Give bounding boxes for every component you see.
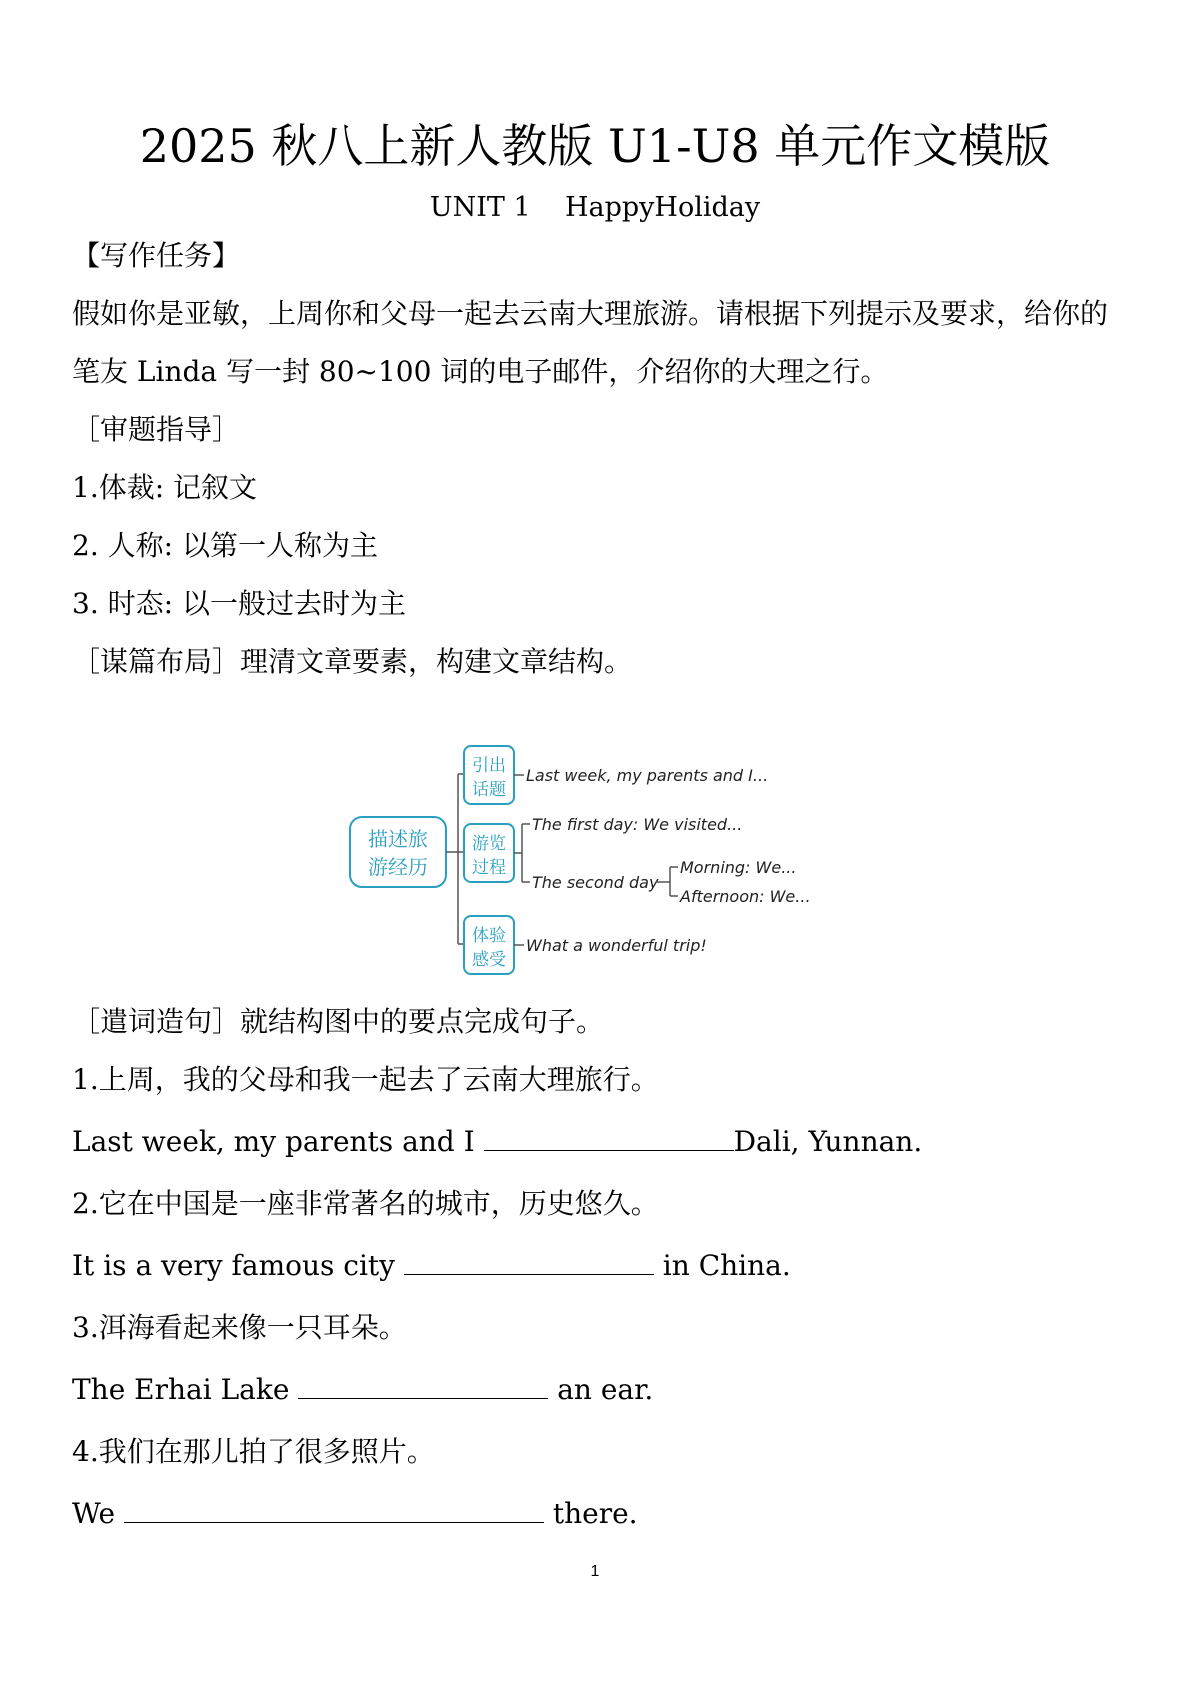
- branch-feeling-label-1: 体验: [472, 926, 506, 946]
- branch-feeling-text: What a wonderful trip!: [526, 936, 707, 955]
- root-label-line-1: 描述旅: [368, 827, 428, 851]
- task-line-2: 笔友 Linda 写一封 80~100 词的电子邮件，介绍你的大理之行。: [72, 355, 889, 388]
- sentence-3-blank[interactable]: [298, 1370, 548, 1399]
- branch-process-label-1: 游览: [472, 834, 506, 854]
- sentence-1-cn: 1.上周，我的父母和我一起去了云南大理旅行。: [72, 1063, 659, 1096]
- sentence-1-prefix: Last week, my parents and I: [72, 1125, 484, 1158]
- task-line-1: 假如你是亚敏，上周你和父母一起去云南大理旅游。请根据下列提示及要求，给你的: [72, 297, 1109, 330]
- sentence-1-suffix: Dali, Yunnan.: [733, 1125, 923, 1158]
- structure-diagram: [340, 742, 860, 992]
- sentence-4-blank[interactable]: [124, 1494, 544, 1523]
- process-afternoon: Afternoon: We...: [680, 887, 811, 906]
- unit-subtitle: UNIT 1 HappyHoliday: [429, 192, 761, 223]
- sentence-1-en: [72, 1122, 922, 1162]
- page-title: 2025 秋八上新人教版 U1-U8 单元作文模版: [139, 119, 1051, 173]
- root-label-line-2: 游经历: [368, 855, 428, 879]
- sentence-2-prefix: It is a very famous city: [72, 1249, 404, 1282]
- sentence-3-prefix: The Erhai Lake: [72, 1373, 299, 1406]
- sentence-2-en: [72, 1246, 791, 1286]
- sentence-2-blank[interactable]: [404, 1246, 654, 1275]
- branch-topic-text: Last week, my parents and I...: [526, 766, 769, 785]
- sentence-4-cn: 4.我们在那儿拍了很多照片。: [72, 1435, 435, 1468]
- sentence-3-cn: 3.洱海看起来像一只耳朵。: [72, 1311, 407, 1344]
- branch-topic-label-1: 引出: [472, 756, 506, 776]
- sentence-4-prefix: We: [72, 1497, 124, 1530]
- process-first-day: The first day: We visited...: [532, 815, 743, 834]
- sentence-3-en: [72, 1370, 653, 1410]
- task-heading: 【写作任务】: [72, 239, 241, 272]
- guide-item-tense: 3. 时态: 以一般过去时为主: [72, 587, 406, 620]
- branch-feeling-label-2: 感受: [472, 950, 506, 970]
- guide-heading: ［审题指导］: [72, 413, 241, 446]
- guide-item-person: 2. 人称: 以第一人称为主: [72, 529, 378, 562]
- sentence-3-suffix: an ear.: [548, 1373, 654, 1406]
- page-number: 1: [590, 1563, 600, 1580]
- process-morning: Morning: We...: [680, 858, 797, 877]
- sentence-2-cn: 2.它在中国是一座非常著名的城市，历史悠久。: [72, 1187, 659, 1220]
- branch-process-label-2: 过程: [472, 858, 506, 878]
- layout-heading: ［谋篇布局］理清文章要素，构建文章结构。: [72, 645, 633, 678]
- sentence-1-blank[interactable]: [484, 1122, 734, 1151]
- guide-item-genre: 1.体裁: 记叙文: [72, 471, 258, 504]
- branch-topic-label-2: 话题: [472, 780, 506, 800]
- sentence-2-suffix: in China.: [653, 1249, 791, 1282]
- sentence-heading: ［遣词造句］就结构图中的要点完成句子。: [72, 1005, 605, 1038]
- sentence-4-en: [72, 1494, 638, 1534]
- sentence-4-suffix: there.: [543, 1497, 638, 1530]
- process-second-day: The second day: [532, 873, 659, 892]
